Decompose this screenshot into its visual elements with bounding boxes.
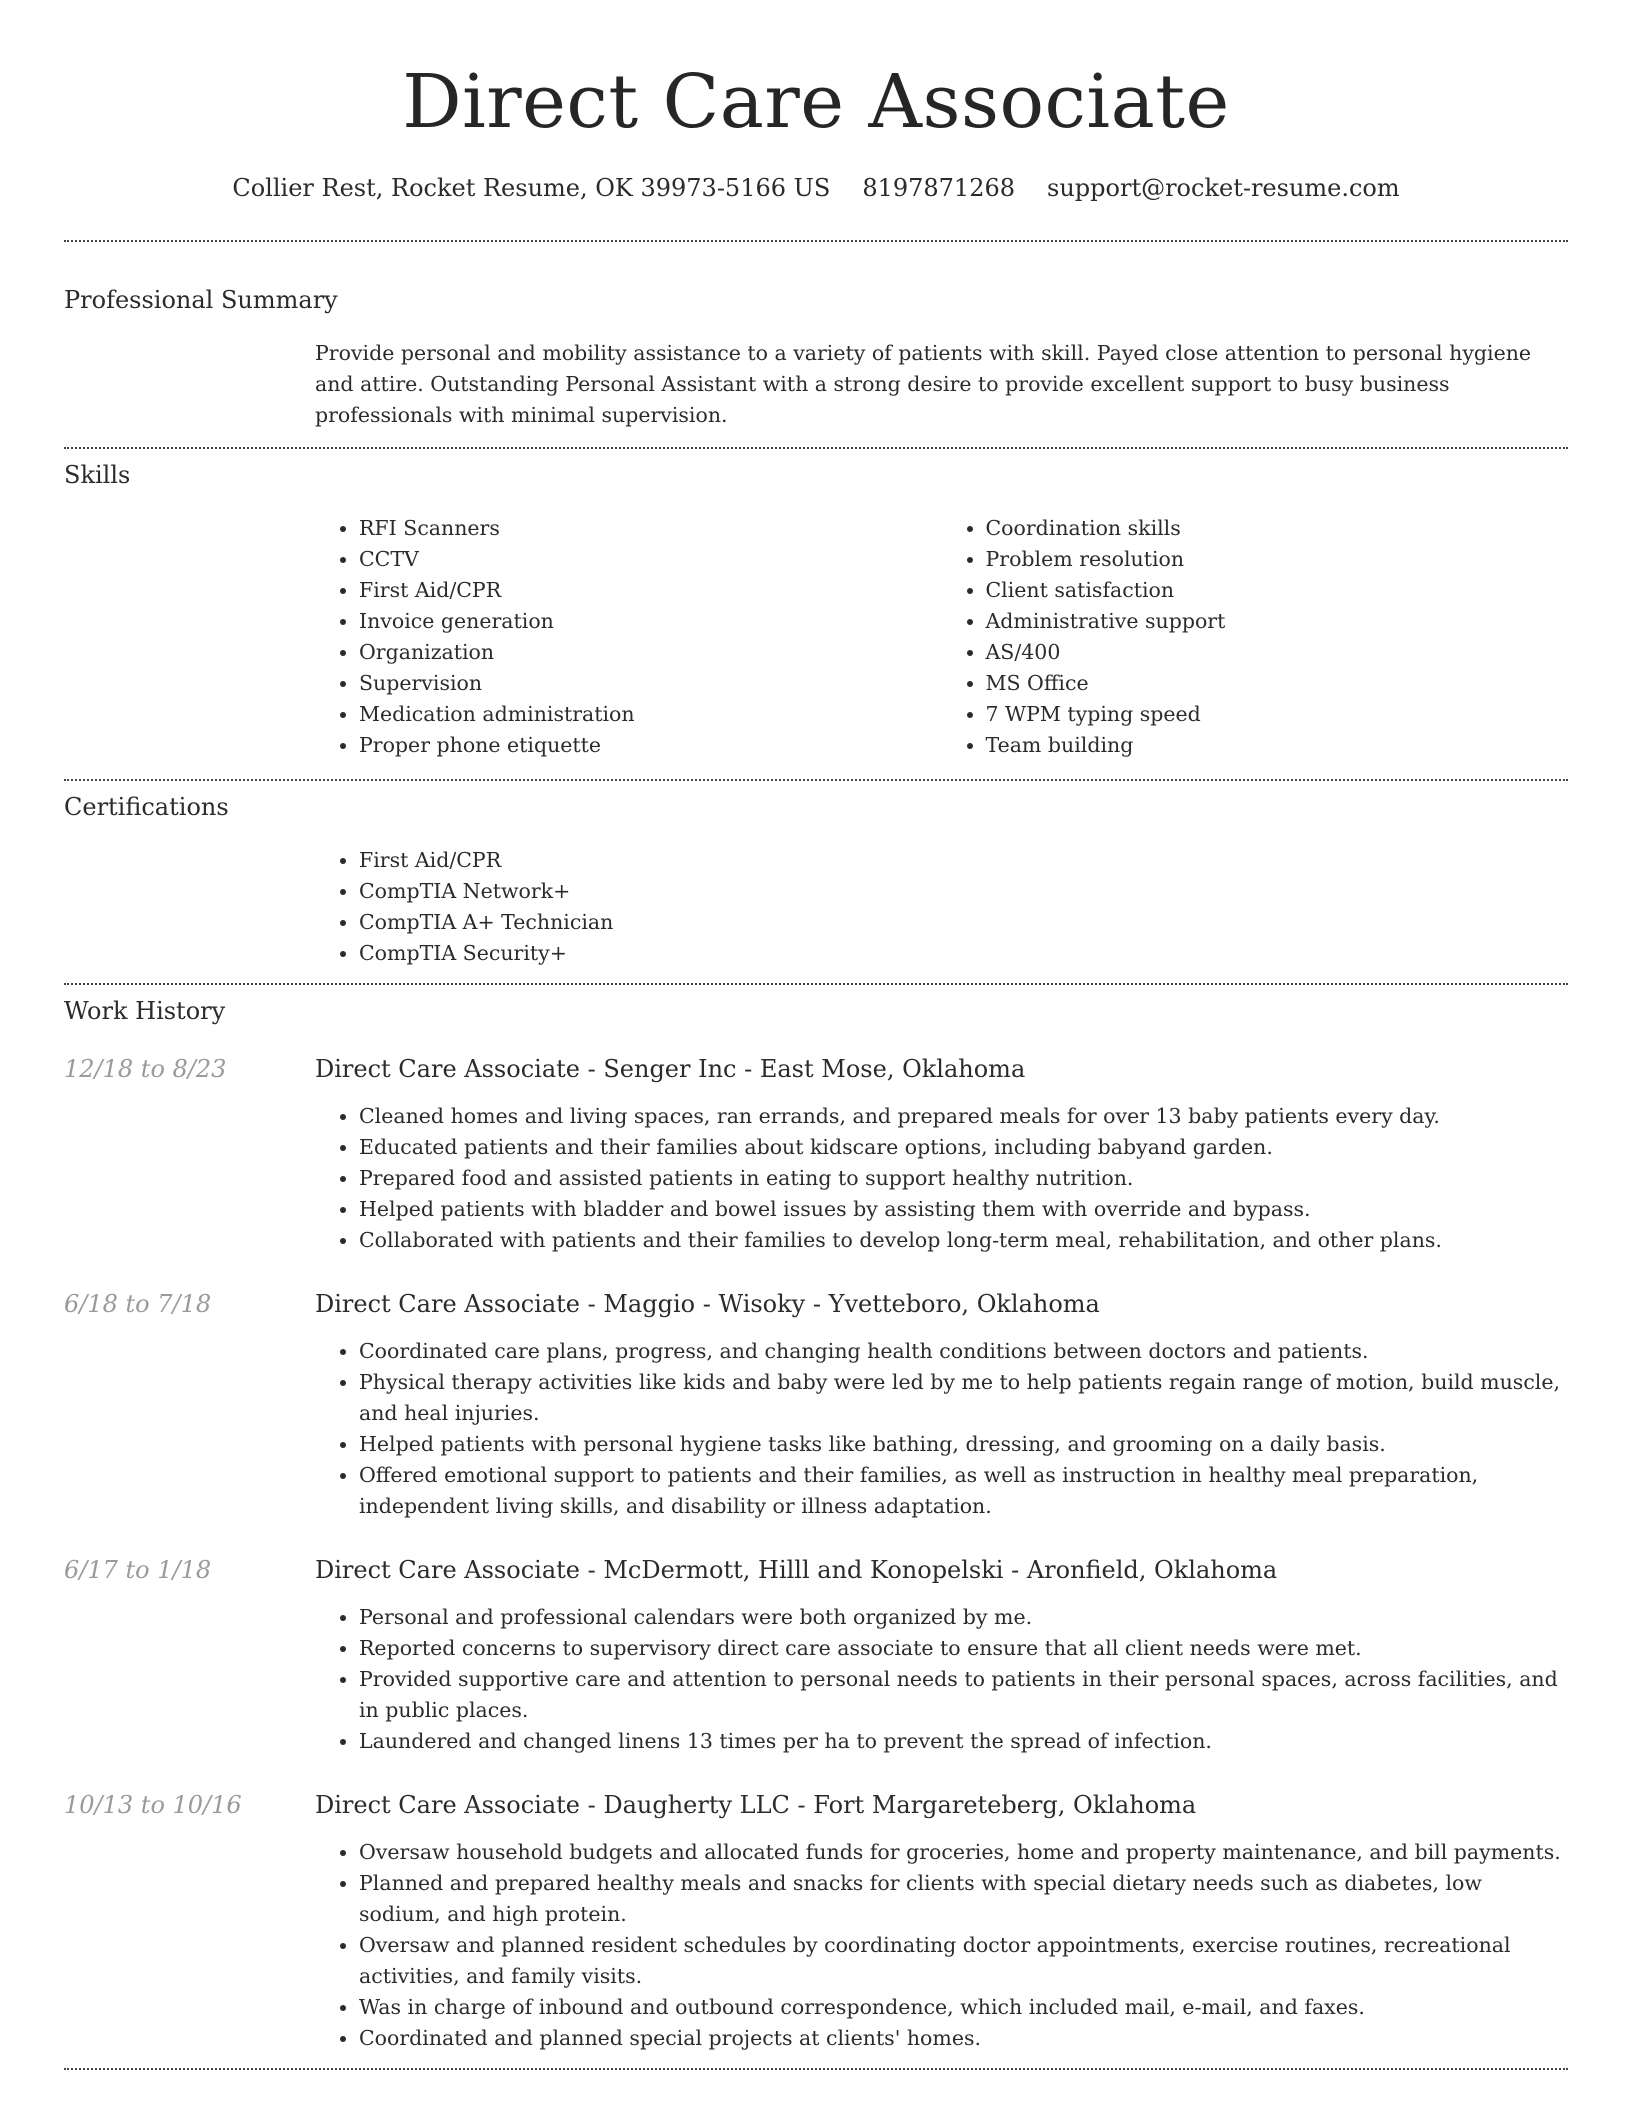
job-dates: 6/17 to 1/18 (64, 1556, 212, 1584)
divider (64, 447, 1568, 449)
job-dates: 12/18 to 8/23 (64, 1055, 227, 1083)
list-item: • Coordinated and planned special projects at clients' homes. (359, 2023, 1568, 2054)
list-item: • Offered emotional support to patients and their families, as well as instruction in healthy meal preparation, independent living skills, and disability or illness adaptation. (359, 1460, 1568, 1522)
job-bullets (315, 1602, 1568, 1757)
job-bullets (315, 1837, 1568, 2054)
summary-text: Provide personal and mobility assistance to a variety of patients with skill. Payed close attention to personal hygiene and attire. Outstanding Personal Assistant with a strong desire to provide excellent support to busy business professionals with minimal supervision. (315, 341, 1532, 427)
certifications-list (315, 845, 1568, 969)
summary-section (64, 284, 1568, 431)
resume-name: Direct Care Associate (402, 59, 1230, 145)
contact-phone: 8197871268 (862, 174, 1016, 202)
job-bullets (315, 1336, 1568, 1522)
skills-section (64, 459, 1568, 761)
resume-page (64, 0, 1568, 2070)
list-item: • Client satisfaction (986, 575, 1569, 606)
job-title: Direct Care Associate - Maggio - Wisoky - Yvetteboro, Oklahoma (315, 1290, 1100, 1318)
list-item: • Helped patients with personal hygiene tasks like bathing, dressing, and grooming on a daily basis. (359, 1429, 1568, 1460)
job-entry (64, 1288, 1568, 1522)
divider (64, 2068, 1568, 2070)
divider (64, 240, 1568, 242)
list-item: • Invoice generation (359, 606, 942, 637)
list-item: • Supervision (359, 668, 942, 699)
list-item: • Team building (986, 730, 1569, 761)
list-item: • Oversaw and planned resident schedules by coordinating doctor appointments, exercise routines, recreational activities, and family visits. (359, 1930, 1568, 1992)
list-item: • First Aid/CPR (359, 575, 942, 606)
skills-list-right (942, 513, 1569, 761)
list-item: • Proper phone etiquette (359, 730, 942, 761)
list-item: • Administrative support (986, 606, 1569, 637)
list-item: • Laundered and changed linens 13 times per ha to prevent the spread of infection. (359, 1726, 1568, 1757)
divider (64, 779, 1568, 781)
list-item: • Planned and prepared healthy meals and snacks for clients with special dietary needs such as diabetes, low sodium, and high protein. (359, 1868, 1568, 1930)
list-item: • Organization (359, 637, 942, 668)
list-item: • First Aid/CPR (359, 845, 1568, 876)
list-item: • MS Office (986, 668, 1569, 699)
list-item: • AS/400 (986, 637, 1569, 668)
work-history-section (64, 995, 1568, 2054)
list-item: • Oversaw household budgets and allocated funds for groceries, home and property maintenance, and bill payments. (359, 1837, 1568, 1868)
list-item: • Problem resolution (986, 544, 1569, 575)
list-item: • Prepared food and assisted patients in eating to support healthy nutrition. (359, 1163, 1568, 1194)
list-item: • CompTIA Security+ (359, 938, 1568, 969)
list-item: • Coordination skills (986, 513, 1569, 544)
list-item: • Educated patients and their families about kidscare options, including babyand garden. (359, 1132, 1568, 1163)
job-bullets (315, 1101, 1568, 1256)
contact-email: support@rocket-resume.com (1047, 174, 1400, 202)
list-item: • Cleaned homes and living spaces, ran errands, and prepared meals for over 13 baby patients every day. (359, 1101, 1568, 1132)
job-entry (64, 1789, 1568, 2054)
list-item: • Provided supportive care and attention to personal needs to patients in their personal spaces, across facilities, and in public places. (359, 1664, 1568, 1726)
section-title-summary: Professional Summary (64, 286, 338, 314)
certifications-section (64, 791, 1568, 969)
job-title: Direct Care Associate - McDermott, Hilll and Konopelski - Aronfield, Oklahoma (315, 1556, 1278, 1584)
job-dates: 10/13 to 10/16 (64, 1791, 242, 1819)
section-title-certifications: Certifications (64, 793, 229, 821)
list-item: • Personal and professional calendars were both organized by me. (359, 1602, 1568, 1633)
skills-list-left (315, 513, 942, 761)
job-title: Direct Care Associate - Daugherty LLC - Fort Margareteberg, Oklahoma (315, 1791, 1197, 1819)
contact-line (64, 172, 1568, 204)
list-item: • 7 WPM typing speed (986, 699, 1569, 730)
list-item: • CompTIA A+ Technician (359, 907, 1568, 938)
divider (64, 983, 1568, 985)
list-item: • Helped patients with bladder and bowel issues by assisting them with override and bypass. (359, 1194, 1568, 1225)
job-dates: 6/18 to 7/18 (64, 1290, 212, 1318)
list-item: • Coordinated care plans, progress, and changing health conditions between doctors and patients. (359, 1336, 1568, 1367)
contact-address: Collier Rest, Rocket Resume, OK 39973-5166 US (232, 174, 831, 202)
section-title-work: Work History (64, 997, 226, 1025)
list-item: • Physical therapy activities like kids and baby were led by me to help patients regain range of motion, build muscle, and heal injuries. (359, 1367, 1568, 1429)
list-item: • Was in charge of inbound and outbound correspondence, which included mail, e-mail, and faxes. (359, 1992, 1568, 2023)
job-title: Direct Care Associate - Senger Inc - East Mose, Oklahoma (315, 1055, 1026, 1083)
list-item: • Medication administration (359, 699, 942, 730)
list-item: • CCTV (359, 544, 942, 575)
job-entry (64, 1554, 1568, 1757)
list-item: • CompTIA Network+ (359, 876, 1568, 907)
list-item: • Reported concerns to supervisory direct care associate to ensure that all client needs were met. (359, 1633, 1568, 1664)
list-item: • Collaborated with patients and their families to develop long-term meal, rehabilitation, and other plans. (359, 1225, 1568, 1256)
section-title-skills: Skills (64, 461, 131, 489)
list-item: • RFI Scanners (359, 513, 942, 544)
job-entry (64, 1053, 1568, 1256)
